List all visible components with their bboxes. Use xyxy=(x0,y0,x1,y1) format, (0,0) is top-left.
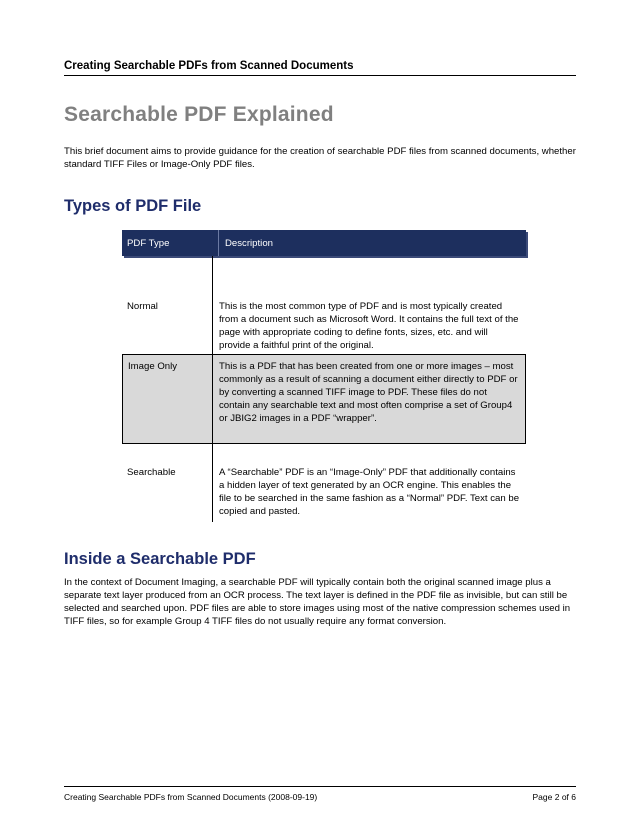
row-description-cell: This is the most common type of PDF and is most typically created from a document such as Microsoft Word. It contains the full text of the page with appropriate coding to define fonts, sizes, etc. and will provide a faithful print of the original. xyxy=(219,301,519,351)
page-title: Searchable PDF Explained xyxy=(64,103,334,126)
page-footer xyxy=(64,786,576,802)
table-row xyxy=(122,354,526,444)
pdf-types-table xyxy=(122,230,526,522)
row-description-cell: This is a PDF that has been created from one or more images – most commonly as a result of scanning a document either directly to PDF or by converting a scanned TIFF image to PDF. These files do not contain any searchable text and most often comprise a set of Group4 or JBIG2 images in a PDF “wrapper”. xyxy=(219,361,518,424)
header-pdf-type: PDF Type xyxy=(122,230,219,256)
row-type-cell: Normal xyxy=(122,256,213,354)
row-type-cell: Image Only xyxy=(122,355,213,443)
footer-page-number: Page 2 of 6 xyxy=(532,792,576,802)
running-header: Creating Searchable PDFs from Scanned Documents xyxy=(64,60,576,76)
row-type-cell: Searchable xyxy=(122,444,213,522)
header-description: Description xyxy=(225,237,273,249)
intro-paragraph: This brief document aims to provide guidance for the creation of searchable PDF files from scanned documents, whether standard TIFF Files or Image-Only PDF files. xyxy=(64,146,576,170)
table-header-row xyxy=(122,230,526,256)
row-description-cell: A “Searchable” PDF is an “Image-Only” PDF that additionally contains a hidden layer of text generated by an OCR engine. This enables the file to be searched in the same fashion as a “Normal” PDF. Text can be copied and pasted. xyxy=(219,467,520,517)
footer-doc-title: Creating Searchable PDFs from Scanned Documents (2008-09-19) xyxy=(64,792,318,802)
inside-heading: Inside a Searchable PDF xyxy=(64,550,256,568)
table-row xyxy=(122,256,526,354)
inside-paragraph: In the context of Document Imaging, a searchable PDF will typically contain both the original scanned image plus a separate text layer produced from an OCR process. The text layer is defined in the PDF file as invisible, but can still be selected and searched upon. PDF files are able to store images using most of the native compression schemes used in TIFF files, so for example Group 4 TIFF files do not usually require any format conversion. xyxy=(64,577,571,627)
table-row xyxy=(122,444,526,522)
types-heading: Types of PDF File xyxy=(64,197,202,215)
